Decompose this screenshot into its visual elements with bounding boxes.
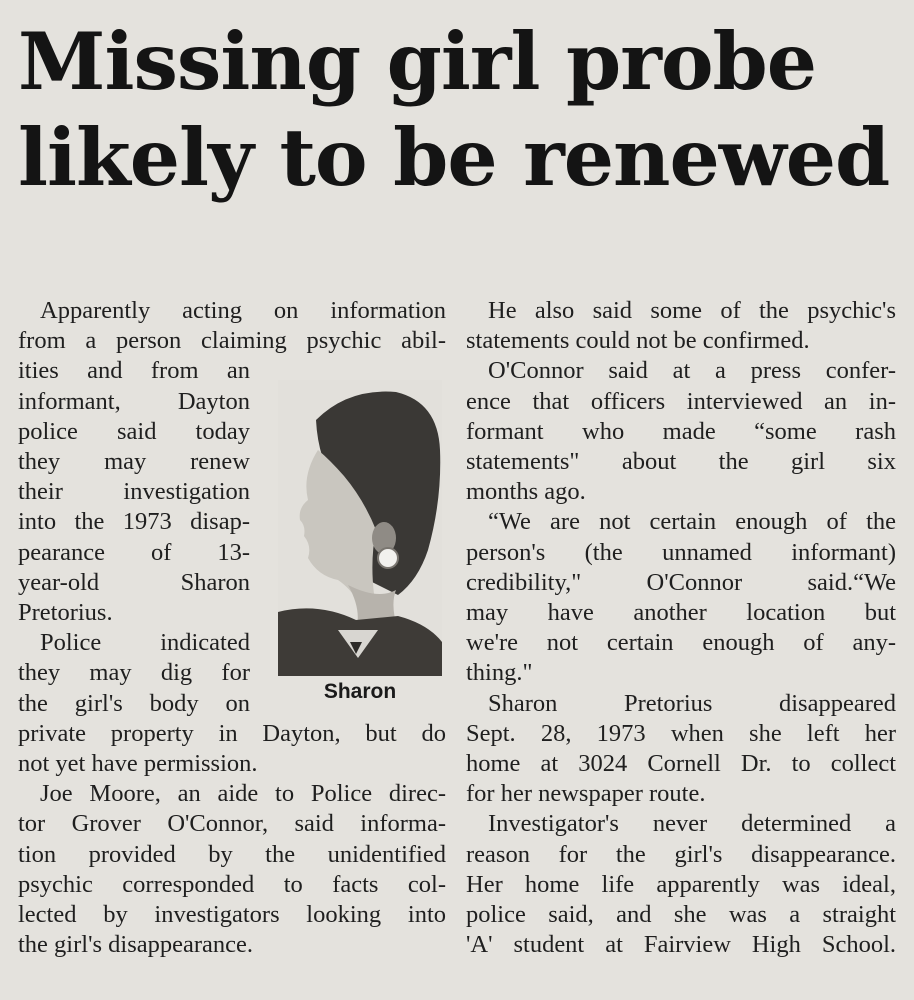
article-line: reason for the girl's disappearance. [466,840,896,868]
portrait-photo-icon [278,380,442,676]
article-line: credibility," O'Connor said.“We [466,568,896,596]
article-line: police said, and she was a straight [466,901,896,929]
headline-line-1: Missing girl probe [18,15,817,108]
headline-line-2: likely to be renewed [18,111,890,204]
article-line: tor Grover O'Connor, said informa- [18,810,446,838]
article-line: formant who made “some rash [466,417,896,445]
article-line: Pretorius. [18,599,113,627]
article-line: for her newspaper route. [466,780,706,808]
article-line: home at 3024 Cornell Dr. to collect [466,750,896,778]
article-line: pearance of 13- [18,538,250,566]
article-line: Her home life apparently was ideal, [466,870,896,898]
article-line: months ago. [466,478,586,506]
article-line: informant, Dayton [18,387,250,415]
article-line: tion provided by the unidentified [18,840,446,868]
article-line: ities and from an [18,357,250,385]
article-line: ence that officers interviewed an in- [466,387,896,415]
photo-caption: Sharon [323,680,397,703]
article-line: from a person claiming psychic abil- [18,327,446,355]
article-line: 'A' student at Fairview High School. [466,931,896,959]
article-line: statements" about the girl six [466,448,896,476]
article-line: Investigator's never determined a [488,810,896,838]
article-line: we're not certain enough of any- [466,629,896,657]
article-line: O'Connor said at a press confer- [488,357,896,385]
article-line: police said today [18,417,250,445]
article-line: He also said some of the psychic's [488,297,896,324]
article-line: statements could not be confirmed. [466,327,810,355]
article-line: they may renew [18,448,250,476]
article-line: Sharon Pretorius disappeared [488,689,896,717]
article-line: the girl's disappearance. [18,931,254,959]
article-line: “We are not certain enough of the [488,508,896,536]
right-column [466,296,896,960]
article-line: thing." [466,659,533,687]
article-line: psychic corresponded to facts col- [18,870,446,898]
article-line: lected by investigators looking into [18,901,446,929]
article-line: person's (the unnamed informant) [466,538,896,566]
article-line: Apparently acting on information [40,297,446,324]
headline [18,14,908,206]
article-line: Police indicated [40,629,250,657]
article-line: Joe Moore, an aide to Police direc- [40,780,446,808]
article-line: the girl's body on [18,689,250,717]
article-line: year-old Sharon [18,568,250,596]
article-line: their investigation [18,478,250,506]
article-line: they may dig for [18,659,250,687]
article-line: not yet have permission. [18,750,258,778]
article-line: Sept. 28, 1973 when she left her [466,719,896,747]
article-line: private property in Dayton, but do [18,719,446,747]
article-line: into the 1973 disap- [18,508,250,536]
article-line: may have another location but [466,599,896,627]
